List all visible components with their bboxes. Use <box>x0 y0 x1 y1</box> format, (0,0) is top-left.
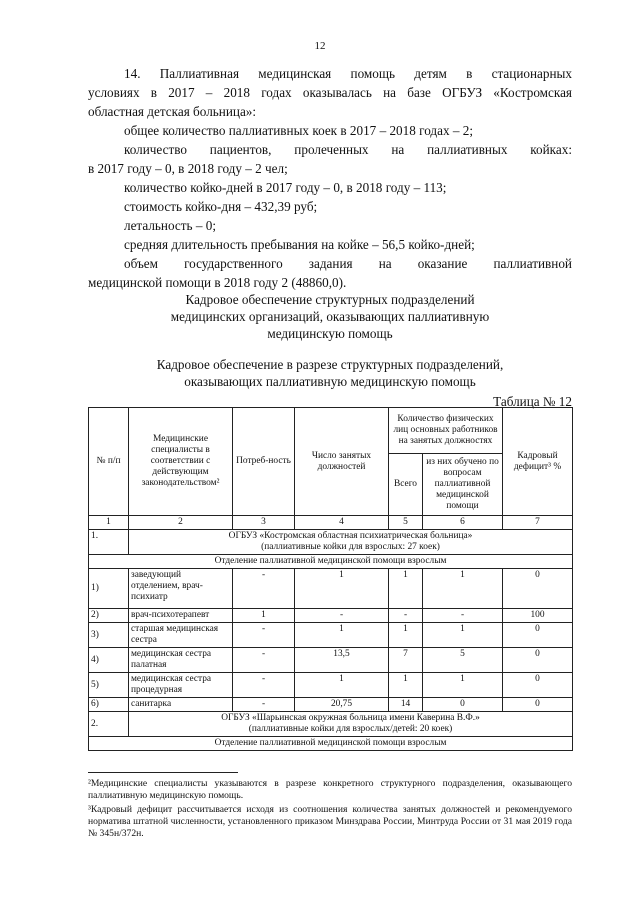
header-occupied: Число занятых должностей <box>295 408 389 516</box>
row-total: - <box>389 609 423 623</box>
row-deficit: 0 <box>503 673 573 698</box>
row-occupied: 1 <box>295 673 389 698</box>
footnote-3: ³Кадровый дефицит рассчитывается исходя из соотношения количества занятых должностей и рекомендуемого норматива штатной численности, установленного приказом Минздрава России, Минтруда России от 31 мая 2019 года № 345н/372н. <box>88 804 572 839</box>
col-number: 5 <box>389 516 423 530</box>
paragraph-line: областная детская больница»: <box>88 104 257 119</box>
row-total: 1 <box>389 569 423 609</box>
org-title: ОГБУЗ «Шарьинская окружная больница имени Каверина В.Ф.» <box>221 713 480 723</box>
row-num: 6) <box>89 698 129 712</box>
row-num: 2) <box>89 609 129 623</box>
row-need: - <box>233 569 295 609</box>
staffing-table <box>88 407 573 751</box>
table-row <box>89 698 573 712</box>
row-deficit: 100 <box>503 609 573 623</box>
row-need: - <box>233 648 295 673</box>
paragraph-line: 14. Паллиативная медицинская помощь детям в стационарных <box>124 66 572 81</box>
table-row <box>89 609 573 623</box>
org-beds: (паллиативные койки для взрослых/детей: 20 коек) <box>248 724 453 734</box>
section-heading-line: Кадровое обеспечение структурных подразделений <box>185 292 475 307</box>
row-specialist: медицинская сестра процедурная <box>129 673 233 698</box>
row-total: 1 <box>389 673 423 698</box>
header-need: Потреб-ность <box>233 408 295 516</box>
row-trained: 1 <box>423 569 503 609</box>
table-row <box>89 648 573 673</box>
header-deficit: Кадровый дефицит³ % <box>503 408 573 516</box>
list-item: средняя длительность пребывания на койке – 56,5 койко-дней; <box>124 237 475 252</box>
org-name <box>129 530 573 555</box>
row-deficit: 0 <box>503 698 573 712</box>
org-num: 1. <box>89 530 129 555</box>
col-number: 7 <box>503 516 573 530</box>
row-num: 5) <box>89 673 129 698</box>
row-trained: 0 <box>423 698 503 712</box>
table-heading <box>88 356 572 390</box>
row-num: 4) <box>89 648 129 673</box>
row-trained: 1 <box>423 623 503 648</box>
page-number: 12 <box>314 40 326 52</box>
col-number: 1 <box>89 516 129 530</box>
col-number: 3 <box>233 516 295 530</box>
row-trained: 1 <box>423 673 503 698</box>
row-specialist: старшая медицинская сестра <box>129 623 233 648</box>
row-trained: - <box>423 609 503 623</box>
col-number: 4 <box>295 516 389 530</box>
table-row <box>89 569 573 609</box>
row-occupied: 1 <box>295 569 389 609</box>
department-row: Отделение паллиативной медицинской помощи взрослым <box>89 737 573 751</box>
paragraph-line: условиях в 2017 – 2018 годах оказывалась на базе ОГБУЗ «Костромская <box>88 85 572 100</box>
row-occupied: - <box>295 609 389 623</box>
list-item: летальность – 0; <box>124 218 216 233</box>
org-name <box>129 712 573 737</box>
row-occupied: 1 <box>295 623 389 648</box>
col-number: 2 <box>129 516 233 530</box>
section-heading-line: медицинских организаций, оказывающих паллиативную <box>170 309 490 324</box>
row-need: - <box>233 623 295 648</box>
row-deficit: 0 <box>503 569 573 609</box>
row-deficit: 0 <box>503 648 573 673</box>
header-trained: из них обучено по вопросам паллиативной медицинской помощи <box>423 454 503 516</box>
row-total: 1 <box>389 623 423 648</box>
row-deficit: 0 <box>503 623 573 648</box>
table-heading-line: оказывающих паллиативную медицинскую помощь <box>184 374 476 389</box>
row-occupied: 13,5 <box>295 648 389 673</box>
org-num: 2. <box>89 712 129 737</box>
list-item: количество пациентов, пролеченных на паллиативных койках: <box>124 142 572 157</box>
list-item: количество койко-дней в 2017 году – 0, в 2018 году – 113; <box>124 180 447 195</box>
list-item: в 2017 году – 0, в 2018 году – 2 чел; <box>88 161 288 176</box>
paragraph-14 <box>88 64 572 292</box>
list-item: объем государственного задания на оказание паллиативной <box>124 256 572 271</box>
section-heading-line: медицинскую помощь <box>267 326 393 341</box>
table-number: Таблица № 12 <box>493 394 572 409</box>
org-title: ОГБУЗ «Костромская областная психиатрическая больница» <box>228 531 473 541</box>
row-specialist: медицинская сестра палатная <box>129 648 233 673</box>
org-beds: (паллиативные койки для взрослых: 27 коек) <box>261 542 440 552</box>
row-total: 14 <box>389 698 423 712</box>
col-number: 6 <box>423 516 503 530</box>
department-row: Отделение паллиативной медицинской помощи взрослым <box>89 555 573 569</box>
footnote-separator <box>88 772 238 773</box>
row-num: 1) <box>89 569 129 609</box>
list-item: стоимость койко-дня – 432,39 руб; <box>124 199 318 214</box>
row-occupied: 20,75 <box>295 698 389 712</box>
row-specialist: санитарка <box>129 698 233 712</box>
table-heading-line: Кадровое обеспечение в разрезе структурных подразделений, <box>156 357 504 372</box>
header-num: № п/п <box>89 408 129 516</box>
row-need: 1 <box>233 609 295 623</box>
row-num: 3) <box>89 623 129 648</box>
table-row <box>89 623 573 648</box>
list-item: медицинской помощи в 2018 году 2 (48860,0). <box>88 275 347 290</box>
row-need: - <box>233 673 295 698</box>
footnote-2: ²Медицинские специалисты указываются в разрезе конкретного структурного подразделения, оказывающего паллиативную медицинскую помощь. <box>88 778 572 801</box>
row-specialist: заведующий отделением, врач-психиатр <box>129 569 233 609</box>
row-total: 7 <box>389 648 423 673</box>
header-total: Всего <box>389 454 423 516</box>
list-item: общее количество паллиативных коек в 2017 – 2018 годах – 2; <box>124 123 474 138</box>
table-row <box>89 673 573 698</box>
section-heading <box>88 291 572 342</box>
header-specialists: Медицинские специалисты в соответствии с действующим законодательством² <box>129 408 233 516</box>
row-trained: 5 <box>423 648 503 673</box>
header-staff-group: Количество физических лиц основных работников на занятых должностях <box>389 408 503 454</box>
row-specialist: врач-психотерапевт <box>129 609 233 623</box>
row-need: - <box>233 698 295 712</box>
